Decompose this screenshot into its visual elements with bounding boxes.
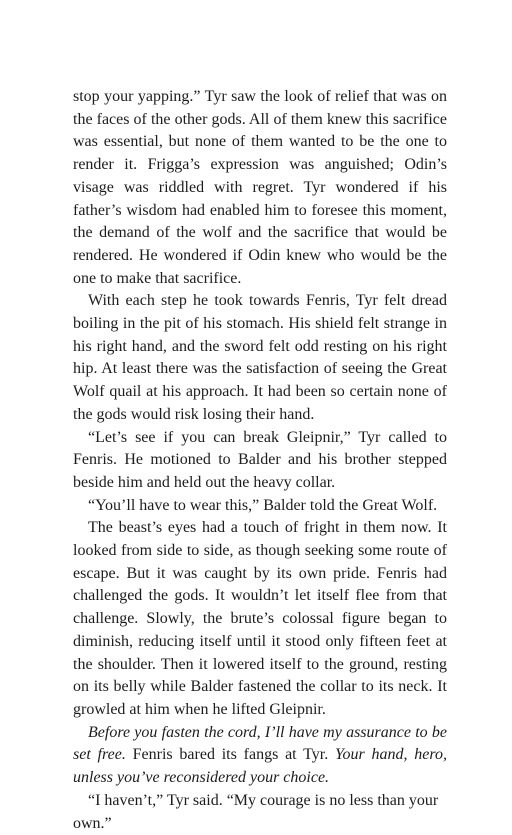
italic-speech: Before you fasten the cord, I’ll have my assurance to be set free.: [73, 723, 447, 764]
paragraph: With each step he took towards Fenris, Tyr felt dread boiling in the pit of his stomach. His shield felt strange in his right hand, and the sword felt odd resting on his right hip. At least there was the satisfaction of seeing the Great Wolf quail at his approach. It had been so certain none of the gods would risk losing their hand.: [73, 292, 447, 423]
paragraph: “I haven’t,” Tyr said. “My courage is no less than your own.”: [73, 791, 439, 832]
paragraph: stop your yapping.” Tyr saw the look of relief that was on the faces of the other gods. All of them knew this sacrifice was essential, but none of them wanted to be the one to render it. Frigga’s expression was anguished; Odin’s visage was riddled with regret. Tyr wondered if his father’s wisdom had enabled him to foresee this moment, the demand of the wolf and the sacrifice that would be rendered. He wondered if Odin knew who would be the one to make that sacrifice.: [73, 88, 447, 287]
italic-speech: Your hand, hero, unless you’ve reconsidered your choice.: [73, 746, 447, 787]
paragraph: “Let’s see if you can break Gleipnir,” Tyr called to Fenris. He motioned to Balder and his brother stepped beside him and held out the heavy collar.: [73, 428, 447, 491]
paragraph-telepathic-speech: [73, 722, 447, 790]
paragraph: The beast’s eyes had a touch of fright in them now. It looked from side to side, as though seeking some route of escape. But it was caught by its own pride. Fenris had challenged the gods. It wouldn’t let itself flee from that challenge. Slowly, the brute’s colossal figure began to diminish, reducing itself until it stood only fifteen feet at the shoulder. Then it lowered itself to the ground, resting on its belly while Balder fastened the collar to its neck. It growled at him when he lifted Gleipnir.: [73, 519, 447, 718]
paragraph: “You’ll have to wear this,” Balder told the Great Wolf.: [88, 496, 438, 514]
book-page: [73, 86, 447, 835]
paragraph-narration: Fenris bared its fangs at Tyr.: [125, 746, 336, 764]
